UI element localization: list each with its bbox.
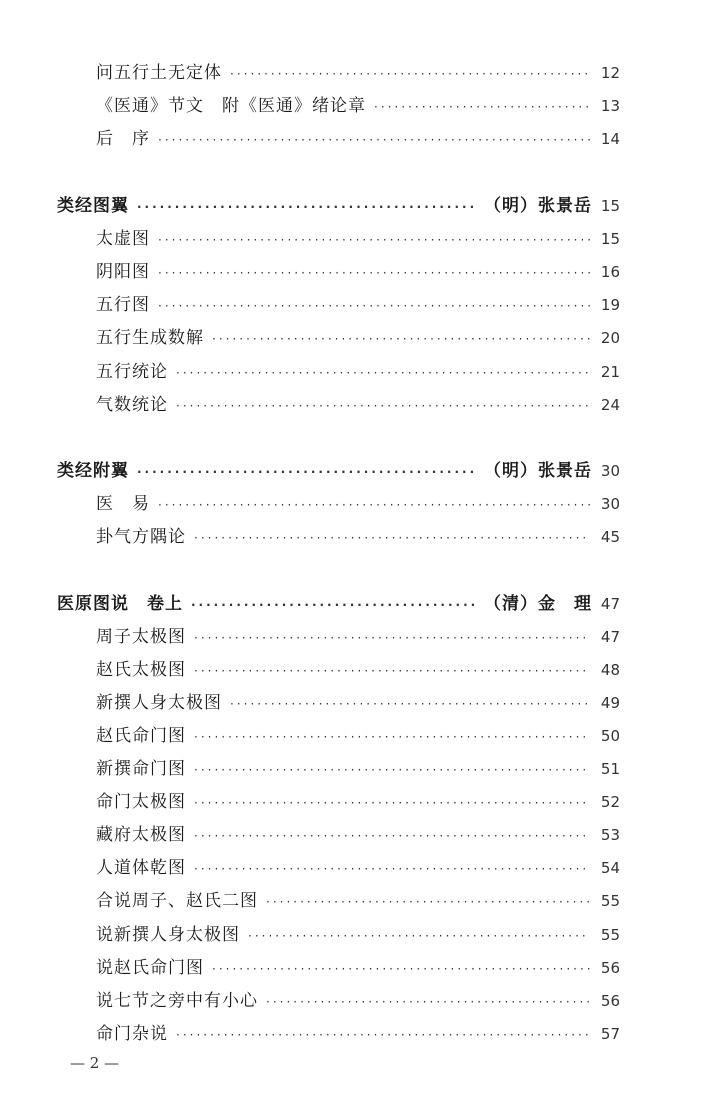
leader-dots <box>248 921 590 951</box>
entry-page: 51 <box>600 760 620 778</box>
toc-entry <box>96 986 620 1016</box>
section-title: 类经图翼 <box>57 196 129 216</box>
section-title: 医原图说 卷上 <box>57 594 183 614</box>
leader-dots <box>176 358 590 388</box>
entry-title: 阴阳图 <box>96 262 150 282</box>
entry-title: 人道体乾图 <box>96 858 186 878</box>
entry-page: 53 <box>600 826 620 844</box>
entry-title: 问五行土无定体 <box>96 63 222 83</box>
leader-dots <box>194 656 590 686</box>
entry-title: 命门太极图 <box>96 792 186 812</box>
leader-dots <box>266 987 590 1017</box>
leader-dots <box>158 490 590 520</box>
toc-entry <box>96 390 620 420</box>
leader-dots <box>230 689 590 719</box>
leader-dots <box>212 954 590 984</box>
entry-title: 新撰人身太极图 <box>96 693 222 713</box>
toc-entry <box>96 124 620 154</box>
toc-entry <box>96 622 620 652</box>
leader-dots <box>266 887 590 917</box>
entry-page: 55 <box>600 926 620 944</box>
entry-page: 49 <box>600 694 620 712</box>
entry-page: 47 <box>600 628 620 646</box>
leader-dots <box>176 391 590 421</box>
entry-page: 50 <box>600 727 620 745</box>
toc-entry <box>96 323 620 353</box>
section-author: （明）张景岳 <box>484 461 592 481</box>
entry-page: 45 <box>600 528 620 546</box>
toc-entry <box>96 357 620 387</box>
toc-entry <box>96 522 620 552</box>
toc-entry <box>96 920 620 950</box>
toc-entry <box>96 1019 620 1049</box>
entry-title: 五行统论 <box>96 362 168 382</box>
toc-entry <box>96 721 620 751</box>
toc-entry <box>96 257 620 287</box>
entry-page: 56 <box>600 992 620 1010</box>
leader-dots <box>176 1020 590 1050</box>
page-number: — 2 — <box>70 1054 120 1072</box>
entry-title: 说赵氏命门图 <box>96 958 204 978</box>
toc-entry <box>96 787 620 817</box>
entry-title: 藏府太极图 <box>96 825 186 845</box>
entry-page: 56 <box>600 959 620 977</box>
entry-title: 卦气方隅论 <box>96 527 186 547</box>
toc-section-heading <box>57 589 620 619</box>
entry-title: 气数统论 <box>96 395 168 415</box>
toc-entry <box>96 290 620 320</box>
entry-title: 周子太极图 <box>96 627 186 647</box>
entry-page: 12 <box>600 64 620 82</box>
entry-page: 54 <box>600 859 620 877</box>
leader-dots <box>230 59 590 89</box>
toc-entry <box>96 58 620 88</box>
entry-title: 命门杂说 <box>96 1024 168 1044</box>
leader-dots <box>137 457 476 487</box>
entry-title: 赵氏命门图 <box>96 726 186 746</box>
entry-page: 19 <box>600 296 620 314</box>
leader-dots <box>158 291 590 321</box>
entry-page: 48 <box>600 661 620 679</box>
entry-title: 医 易 <box>96 494 150 514</box>
entry-title: 五行图 <box>96 295 150 315</box>
leader-dots <box>194 788 590 818</box>
toc-section-heading <box>57 456 620 486</box>
leader-dots <box>158 258 590 288</box>
entry-page: 15 <box>600 230 620 248</box>
section-author: （明）张景岳 <box>484 196 592 216</box>
leader-dots <box>158 125 590 155</box>
leader-dots <box>158 225 590 255</box>
leader-dots <box>212 324 590 354</box>
toc-entry <box>96 224 620 254</box>
leader-dots <box>137 192 476 222</box>
entry-page: 55 <box>600 892 620 910</box>
entry-title: 赵氏太极图 <box>96 660 186 680</box>
toc-entry <box>96 953 620 983</box>
toc-section-heading <box>57 191 620 221</box>
entry-title: 五行生成数解 <box>96 328 204 348</box>
entry-title: 说七节之旁中有小心 <box>96 991 258 1011</box>
entry-title: 新撰命门图 <box>96 759 186 779</box>
entry-title: 后 序 <box>96 129 150 149</box>
entry-page: 13 <box>600 97 620 115</box>
entry-page: 52 <box>600 793 620 811</box>
toc-entry <box>96 886 620 916</box>
leader-dots <box>194 821 590 851</box>
entry-page: 21 <box>600 363 620 381</box>
entry-page: 20 <box>600 329 620 347</box>
entry-page: 30 <box>600 495 620 513</box>
entry-title: 《医通》节文 附《医通》绪论章 <box>96 96 366 116</box>
entry-page: 30 <box>600 462 620 480</box>
entry-page: 14 <box>600 130 620 148</box>
leader-dots <box>194 623 590 653</box>
toc-entry <box>96 754 620 784</box>
entry-title: 说新撰人身太极图 <box>96 925 240 945</box>
entry-page: 16 <box>600 263 620 281</box>
toc-entry <box>96 688 620 718</box>
leader-dots <box>194 755 590 785</box>
toc-entry <box>96 820 620 850</box>
entry-page: 15 <box>600 197 620 215</box>
leader-dots <box>194 523 590 553</box>
entry-page: 57 <box>600 1025 620 1043</box>
entry-page: 47 <box>600 595 620 613</box>
leader-dots <box>194 854 590 884</box>
section-title: 类经附翼 <box>57 461 129 481</box>
section-author: （清）金 理 <box>484 594 592 614</box>
leader-dots <box>374 92 590 122</box>
entry-title: 合说周子、赵氏二图 <box>96 891 258 911</box>
entry-title: 太虚图 <box>96 229 150 249</box>
leader-dots <box>194 722 590 752</box>
toc-entry <box>96 489 620 519</box>
entry-page: 24 <box>600 396 620 414</box>
toc-entry <box>96 655 620 685</box>
leader-dots <box>191 590 476 620</box>
toc-entry <box>96 853 620 883</box>
toc-entry <box>96 91 620 121</box>
